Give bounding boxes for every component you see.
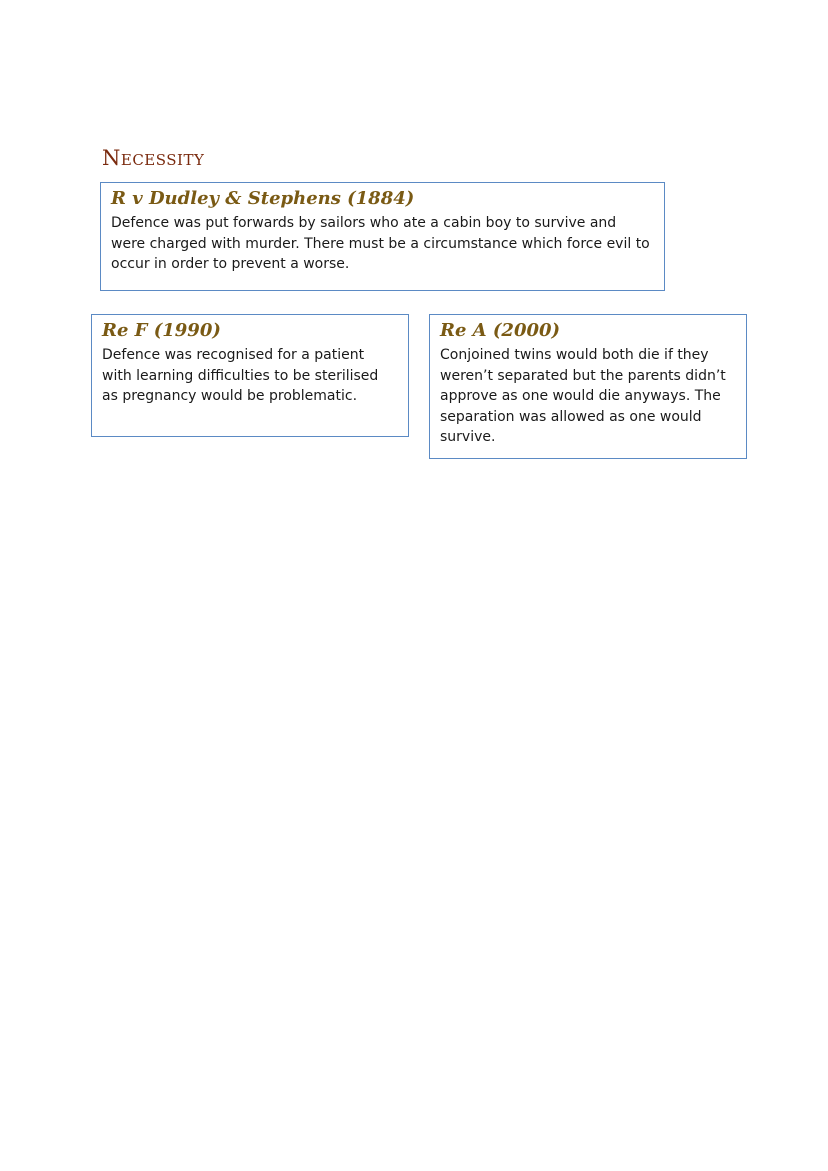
case-box-dudley-stephens (100, 182, 665, 291)
case-title: Re F (1990) (102, 320, 221, 341)
case-description: Defence was recognised for a patient with learning difficulties to be sterilised as pregnancy would be problematic. (102, 347, 379, 404)
case-title: R v Dudley & Stephens (1884) (111, 188, 415, 209)
section-heading: Necessity (102, 146, 205, 170)
case-box-re-a (429, 314, 747, 459)
case-description: Defence was put forwards by sailors who ate a cabin boy to survive and were charged with murder. There must be a circumstance which force evil to occur in order to prevent a worse. (111, 215, 650, 272)
case-description: Conjoined twins would both die if they weren’t separated but the parents didn’t approve as one would die anyways. The separation was allowed as one would survive. (440, 347, 726, 445)
case-box-re-f (91, 314, 409, 437)
case-title: Re A (2000) (440, 320, 561, 341)
